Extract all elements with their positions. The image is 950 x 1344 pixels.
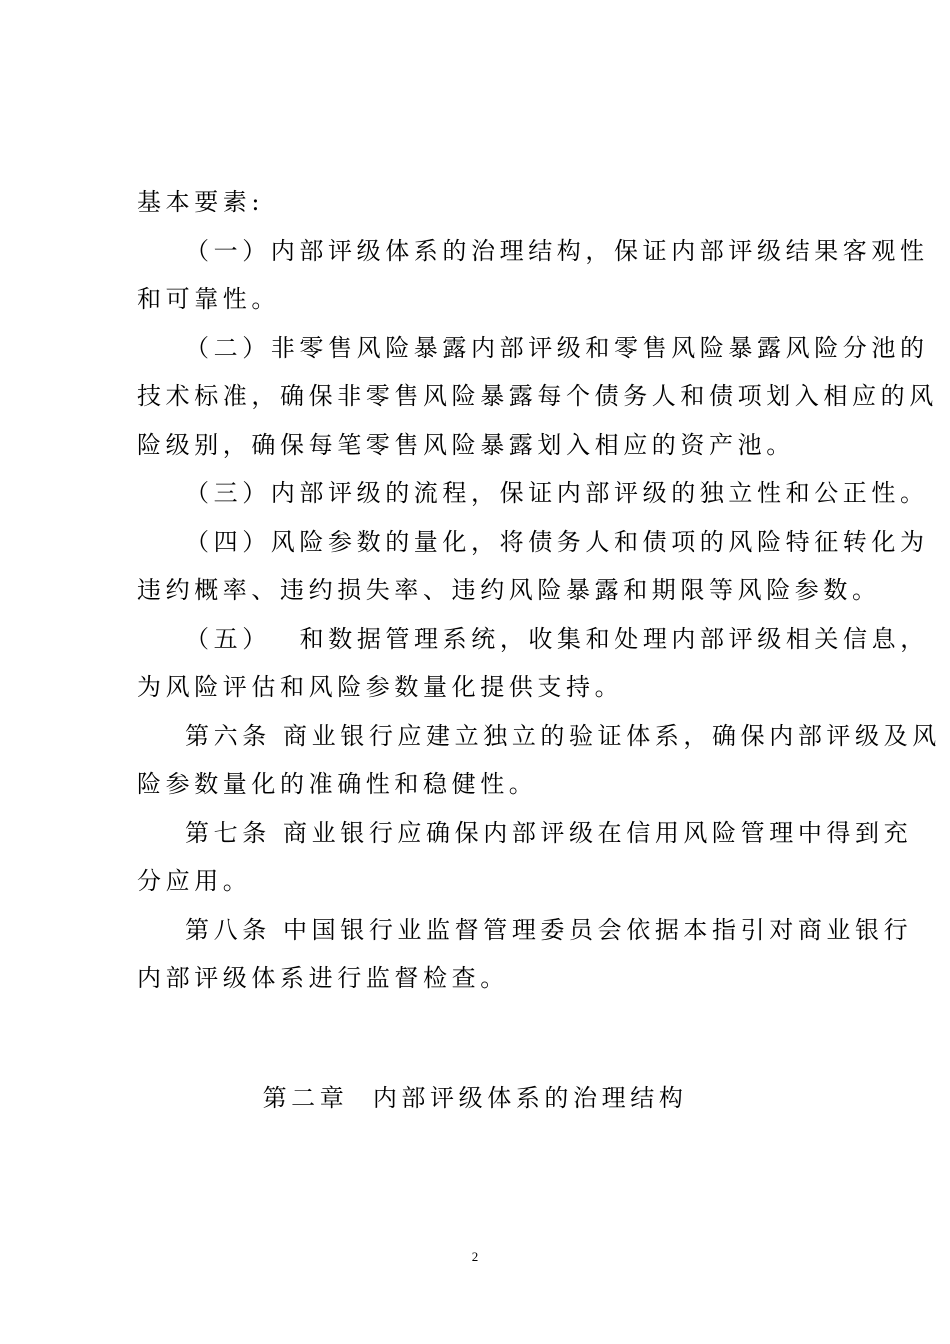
- text-line: 违约概率、违约损失率、违约风险暴露和期限等风险参数。: [137, 576, 881, 604]
- text-line: 为风险评估和风险参数量化提供支持。: [137, 673, 624, 701]
- text-line: 和可靠性。: [137, 285, 280, 313]
- text-line: （五） 和数据管理系统，收集和处理内部评级相关信息，: [185, 624, 929, 653]
- text-line: 技术标准，确保非零售风险暴露每个债务人和债项划入相应的风: [137, 382, 938, 410]
- text-line: （一）内部评级体系的治理结构，保证内部评级结果客观性: [185, 236, 929, 265]
- text-line: 险参数量化的准确性和稳健性。: [137, 770, 538, 798]
- chapter-heading: 第二章 内部评级体系的治理结构: [262, 1084, 688, 1112]
- text-line: 内部评级体系进行监督检查。: [137, 964, 509, 992]
- body-text: [137, 178, 941, 1003]
- text-line: 分应用。: [137, 867, 252, 895]
- text-line: 第六条 商业银行应建立独立的验证体系，确保内部评级及风: [185, 721, 941, 750]
- page-number: 2: [471, 1249, 479, 1264]
- text-line: 第八条 中国银行业监督管理委员会依据本指引对商业银行: [185, 915, 913, 944]
- text-line: 第七条 商业银行应确保内部评级在信用风险管理中得到充: [185, 818, 913, 847]
- text-line: 险级别，确保每笔零售风险暴露划入相应的资产池。: [137, 430, 795, 459]
- text-line: （二）非零售风险暴露内部评级和零售风险暴露风险分池的: [185, 333, 929, 362]
- text-line: （三）内部评级的流程，保证内部评级的独立性和公正性。: [185, 479, 929, 507]
- text-line: （四）风险参数的量化，将债务人和债项的风险特征转化为: [185, 527, 929, 556]
- text-line: 基本要素:: [137, 188, 265, 216]
